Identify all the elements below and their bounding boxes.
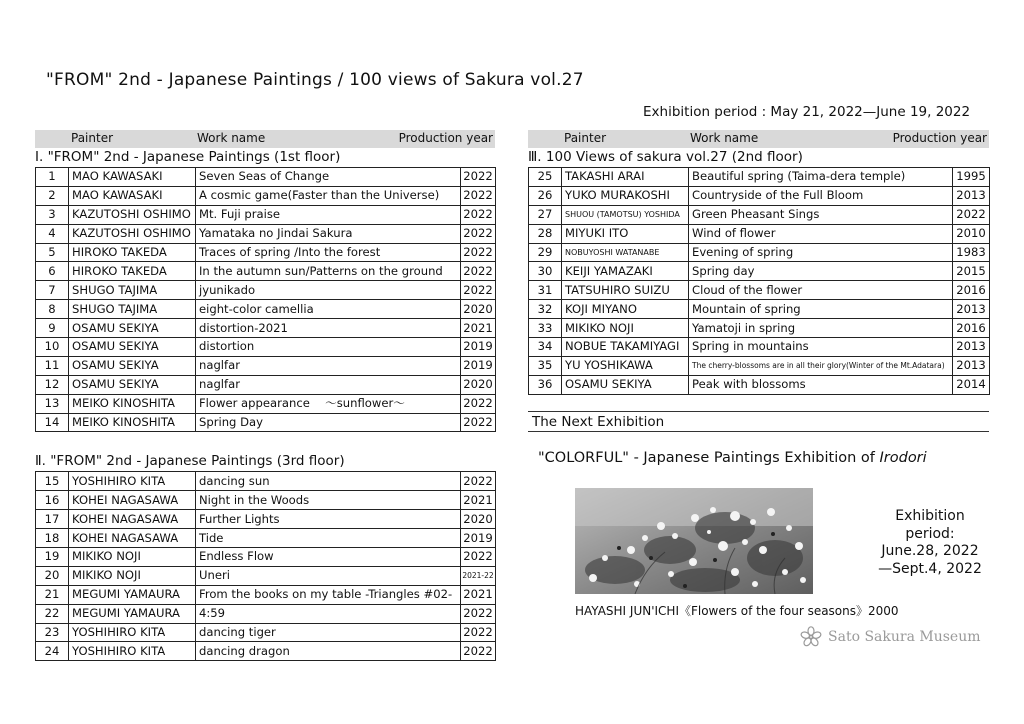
row-number: 17 (36, 510, 69, 529)
row-number: 19 (36, 548, 69, 567)
work-name: Night in the Woods (196, 491, 461, 510)
table-row (36, 243, 496, 262)
painter-name: KAZUTOSHI OSHIMO (69, 205, 196, 224)
table-row (36, 338, 496, 357)
row-number: 34 (529, 338, 562, 357)
row-number: 25 (529, 168, 562, 187)
section-2-table (35, 471, 496, 661)
production-year: 2020 (461, 510, 496, 529)
painter-name: SHUGO TAJIMA (69, 300, 196, 319)
painter-name: MEIKO KINOSHITA (69, 394, 196, 413)
row-number: 3 (36, 205, 69, 224)
header-work-name: Work name (197, 131, 266, 145)
row-number: 30 (529, 262, 562, 281)
production-year: 2010 (953, 224, 990, 243)
next-period-line: —Sept.4, 2022 (878, 560, 982, 577)
row-number: 22 (36, 604, 69, 623)
painting-illustration (575, 488, 813, 594)
table-row (36, 548, 496, 567)
table-row (36, 375, 496, 394)
next-exhibition-title-text: "COLORFUL" - Japanese Paintings Exhibition of (538, 450, 880, 466)
table-header (35, 130, 495, 148)
production-year: 2016 (953, 319, 990, 338)
next-period-line: period: (905, 525, 955, 542)
header-work-name: Work name (690, 131, 759, 145)
production-year: 2019 (461, 338, 496, 357)
next-exhibition-heading: The Next Exhibition (528, 411, 989, 432)
production-year: 2014 (953, 375, 990, 394)
production-year: 2019 (461, 529, 496, 548)
work-name: Green Pheasant Sings (689, 205, 953, 224)
work-name: 4:59 (196, 604, 461, 623)
work-name: Endless Flow (196, 548, 461, 567)
painter-name: MAO KAWASAKI (69, 186, 196, 205)
table-row (529, 262, 990, 281)
table-row (36, 205, 496, 224)
work-name: Flower appearance ～sunflower～ (196, 394, 461, 413)
work-name: The cherry-blossoms are in all their glory(Winter of the Mt.Adatara) (689, 356, 953, 375)
table-row (529, 319, 990, 338)
table-row (36, 529, 496, 548)
work-name: Spring in mountains (689, 338, 953, 357)
production-year: 2013 (953, 186, 990, 205)
table-row (36, 413, 496, 432)
work-name: distortion-2021 (196, 319, 461, 338)
row-number: 28 (529, 224, 562, 243)
section-1-table (35, 167, 496, 432)
painter-name: MIKIKO NOJI (562, 319, 689, 338)
row-number: 1 (36, 168, 69, 187)
painter-name: YOSHIHIRO KITA (69, 472, 196, 491)
row-number: 14 (36, 413, 69, 432)
work-name: Tide (196, 529, 461, 548)
painter-name: YUKO MURAKOSHI (562, 186, 689, 205)
painter-name: MIKIKO NOJI (69, 566, 196, 585)
production-year: 2020 (461, 375, 496, 394)
painter-name: MIYUKI ITO (562, 224, 689, 243)
production-year: 2022 (461, 281, 496, 300)
table-row (36, 168, 496, 187)
work-name: In the autumn sun/Patterns on the ground (196, 262, 461, 281)
work-name: naglfar (196, 375, 461, 394)
row-number: 32 (529, 300, 562, 319)
production-year: 2020 (461, 300, 496, 319)
table-row (529, 338, 990, 357)
museum-name: Sato Sakura Museum (828, 629, 981, 645)
work-name: Uneri (196, 566, 461, 585)
work-name: Evening of spring (689, 243, 953, 262)
table-row (36, 623, 496, 642)
table-row (36, 566, 496, 585)
row-number: 13 (36, 394, 69, 413)
production-year: 2022 (461, 243, 496, 262)
painter-name: MAO KAWASAKI (69, 168, 196, 187)
table-row (529, 375, 990, 394)
painter-name: TATSUHIRO SUIZU (562, 281, 689, 300)
row-number: 27 (529, 205, 562, 224)
table-row (36, 491, 496, 510)
left-column (35, 130, 495, 661)
flowers-painting-image (575, 488, 813, 594)
work-name: dancing tiger (196, 623, 461, 642)
work-name: dancing dragon (196, 642, 461, 661)
work-name: A cosmic game(Faster than the Universe) (196, 186, 461, 205)
row-number: 8 (36, 300, 69, 319)
painter-name: OSAMU SEKIYA (69, 375, 196, 394)
table-row (36, 262, 496, 281)
painter-name: TAKASHI ARAI (562, 168, 689, 187)
next-period-line: Exhibition (895, 508, 965, 524)
row-number: 5 (36, 243, 69, 262)
production-year: 2022 (461, 623, 496, 642)
page-title: "FROM" 2nd - Japanese Paintings / 100 views of Sakura vol.27 (46, 70, 584, 90)
painter-name: KEIJI YAMAZAKI (562, 262, 689, 281)
work-name: jyunikado (196, 281, 461, 300)
row-number: 6 (36, 262, 69, 281)
painter-name: OSAMU SEKIYA (69, 356, 196, 375)
painter-name: KOJI MIYANO (562, 300, 689, 319)
painter-name: MEGUMI YAMAURA (69, 604, 196, 623)
table-row (529, 224, 990, 243)
painter-name: KOHEI NAGASAWA (69, 529, 196, 548)
painter-name: NOBUYOSHI WATANABE (562, 243, 689, 262)
painter-name: KOHEI NAGASAWA (69, 491, 196, 510)
production-year: 2022 (461, 413, 496, 432)
work-name: Spring day (689, 262, 953, 281)
work-name: Seven Seas of Change (196, 168, 461, 187)
table-row (36, 356, 496, 375)
work-name: Wind of flower (689, 224, 953, 243)
work-name: Mt. Fuji praise (196, 205, 461, 224)
production-year: 2022 (461, 642, 496, 661)
row-number: 24 (36, 642, 69, 661)
table-row (36, 604, 496, 623)
table-row (529, 186, 990, 205)
painter-name: OSAMU SEKIYA (69, 338, 196, 357)
row-number: 11 (36, 356, 69, 375)
work-name: dancing sun (196, 472, 461, 491)
row-number: 16 (36, 491, 69, 510)
painter-name: YOSHIHIRO KITA (69, 623, 196, 642)
row-number: 26 (529, 186, 562, 205)
row-number: 15 (36, 472, 69, 491)
table-row (529, 300, 990, 319)
table-row (529, 168, 990, 187)
museum-logo (800, 626, 980, 648)
right-column (528, 130, 989, 395)
work-name: Yamatoji in spring (689, 319, 953, 338)
painter-name: OSAMU SEKIYA (562, 375, 689, 394)
exhibition-period: Exhibition period : May 21, 2022—June 19, 2022 (643, 104, 971, 120)
row-number: 12 (36, 375, 69, 394)
painting-caption: HAYASHI JUN'ICHI《Flowers of the four seasons》2000 (575, 604, 899, 618)
production-year: 2019 (461, 356, 496, 375)
row-number: 33 (529, 319, 562, 338)
row-number: 20 (36, 566, 69, 585)
production-year: 2021 (461, 585, 496, 604)
row-number: 35 (529, 356, 562, 375)
production-year: 2016 (953, 281, 990, 300)
production-year: 2022 (461, 472, 496, 491)
painter-name: NOBUE TAKAMIYAGI (562, 338, 689, 357)
header-production-year: Production year (892, 131, 987, 145)
work-name: Cloud of the flower (689, 281, 953, 300)
production-year: 2022 (461, 394, 496, 413)
painter-name: YU YOSHIKAWA (562, 356, 689, 375)
production-year: 2022 (461, 205, 496, 224)
painter-name: SHUGO TAJIMA (69, 281, 196, 300)
table-row (36, 300, 496, 319)
next-exhibition-title-italic: Irodori (879, 450, 927, 466)
painter-name: SHUOU (TAMOTSU) YOSHIDA (562, 205, 689, 224)
table-row (36, 319, 496, 338)
work-name: Peak with blossoms (689, 375, 953, 394)
painter-name: MEGUMI YAMAURA (69, 585, 196, 604)
table-header (528, 130, 989, 148)
next-period-line: June.28, 2022 (881, 543, 979, 559)
production-year: 1983 (953, 243, 990, 262)
work-name: Mountain of spring (689, 300, 953, 319)
production-year: 2013 (953, 338, 990, 357)
table-row (36, 186, 496, 205)
production-year: 2013 (953, 300, 990, 319)
row-number: 18 (36, 529, 69, 548)
work-name: distortion (196, 338, 461, 357)
section-2-title: Ⅱ. "FROM" 2nd - Japanese Paintings (3rd floor) (35, 453, 345, 470)
painter-name: KAZUTOSHI OSHIMO (69, 224, 196, 243)
table-row (36, 472, 496, 491)
production-year: 2015 (953, 262, 990, 281)
work-name: eight-color camellia (196, 300, 461, 319)
production-year: 2022 (461, 224, 496, 243)
next-exhibition-period (866, 508, 994, 578)
painter-name: KOHEI NAGASAWA (69, 510, 196, 529)
production-year: 2022 (461, 168, 496, 187)
painter-name: OSAMU SEKIYA (69, 319, 196, 338)
row-number: 29 (529, 243, 562, 262)
row-number: 9 (36, 319, 69, 338)
painter-name: HIROKO TAKEDA (69, 262, 196, 281)
production-year: 2022 (461, 262, 496, 281)
section-3-table (528, 167, 990, 395)
production-year: 2022 (461, 186, 496, 205)
production-year: 2021-22 (461, 566, 496, 585)
sakura-flower-icon (800, 626, 822, 648)
work-name: Further Lights (196, 510, 461, 529)
production-year: 2021 (461, 319, 496, 338)
section-1-title: Ⅰ. "FROM" 2nd - Japanese Paintings (1st floor) (35, 149, 341, 165)
table-row (36, 281, 496, 300)
painter-name: HIROKO TAKEDA (69, 243, 196, 262)
table-row (36, 394, 496, 413)
table-row (36, 585, 496, 604)
table-row (529, 243, 990, 262)
production-year: 2013 (953, 356, 990, 375)
header-production-year: Production year (398, 131, 493, 145)
work-name: Countryside of the Full Bloom (689, 186, 953, 205)
production-year: 1995 (953, 168, 990, 187)
table-row (36, 224, 496, 243)
production-year: 2022 (461, 604, 496, 623)
table-row (36, 510, 496, 529)
painter-name: YOSHIHIRO KITA (69, 642, 196, 661)
row-number: 7 (36, 281, 69, 300)
production-year: 2021 (461, 491, 496, 510)
row-number: 10 (36, 338, 69, 357)
header-painter: Painter (564, 131, 607, 145)
row-number: 2 (36, 186, 69, 205)
work-name: Traces of spring /Into the forest (196, 243, 461, 262)
work-name: From the books on my table -Triangles #02- (196, 585, 461, 604)
section-3-title: Ⅲ. 100 Views of sakura vol.27 (2nd floor) (528, 149, 803, 165)
painter-name: MEIKO KINOSHITA (69, 413, 196, 432)
row-number: 4 (36, 224, 69, 243)
table-row (529, 281, 990, 300)
work-name: Yamataka no Jindai Sakura (196, 224, 461, 243)
next-exhibition-title (538, 450, 927, 466)
painter-name: MIKIKO NOJI (69, 548, 196, 567)
table-row (529, 356, 990, 375)
work-name: Beautiful spring (Taima-dera temple) (689, 168, 953, 187)
table-row (36, 642, 496, 661)
row-number: 31 (529, 281, 562, 300)
row-number: 21 (36, 585, 69, 604)
header-painter: Painter (71, 131, 114, 145)
table-row (529, 205, 990, 224)
work-name: Spring Day (196, 413, 461, 432)
production-year: 2022 (953, 205, 990, 224)
row-number: 36 (529, 375, 562, 394)
row-number: 23 (36, 623, 69, 642)
work-name: naglfar (196, 356, 461, 375)
production-year: 2022 (461, 548, 496, 567)
